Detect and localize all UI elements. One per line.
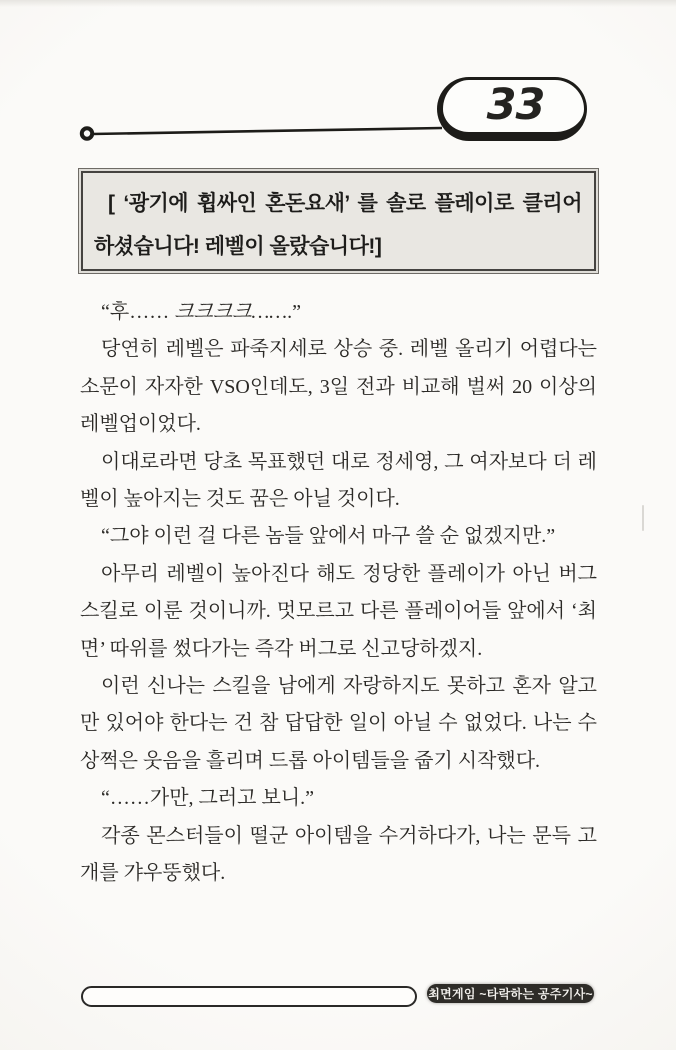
system-message-text: [ ‘광기에 휩싸인 혼돈요새’ 를 솔로 플레이로 클리어 하셨습니다! 레벨이 올랐습니다!] xyxy=(94,192,582,258)
header-rule-line xyxy=(92,128,442,134)
dialogue-post: .” xyxy=(287,301,301,323)
system-message-box-inner xyxy=(81,171,596,271)
system-message-box xyxy=(78,168,599,274)
series-title-badge xyxy=(427,984,594,1003)
paragraph-secret: 이런 신나는 스킬을 남에게 자랑하지도 못하고 혼자 알고만 있어야 한다는 건 참 답답한 일이 아닐 수 없었다. 나는 수상쩍은 웃음을 흘리며 드롭 아이템들을 줍기 시작했다. xyxy=(80,675,597,772)
paragraph-items: 각종 몬스터들이 떨군 아이템을 수거하다가, 나는 문득 고개를 갸우뚱했다. xyxy=(80,824,597,885)
paragraph-level-rise: 당연히 레벨은 파죽지세로 상승 중. 레벨 올리기 어렵다는 소문이 자자한 VSO인데도, 3일 전과 비교해 벌써 20 이상의 레벨업이었다. xyxy=(80,338,597,436)
novel-text xyxy=(80,294,597,893)
chapter-number-badge xyxy=(437,77,587,141)
dialogue-pre: “후…… xyxy=(101,301,175,323)
paragraph-goal: 이대로라면 당초 목표했던 대로 정세영, 그 여자보다 더 레벨이 높아지는 것도 꿈은 아닐 것이다. xyxy=(80,450,597,511)
header-line-end-ring xyxy=(82,128,92,138)
chapter-header xyxy=(0,0,676,160)
paragraph-dialogue-caution: “그야 이런 걸 다른 놈들 앞에서 마구 쓸 순 없겠지만.” xyxy=(101,525,556,548)
series-title-label: 최면게임 ~타락하는 공주기사~ xyxy=(428,987,593,1001)
footer-blank-pill xyxy=(81,986,417,1007)
scan-artifact-mark xyxy=(642,505,644,531)
dialogue-laugh-italic: 크크크크…… xyxy=(174,301,288,323)
page-footer xyxy=(0,980,676,1020)
paragraph-dialogue-laugh xyxy=(80,294,597,331)
chapter-number: 33 xyxy=(486,80,545,130)
chapter-line-decoration xyxy=(0,0,676,160)
paragraph-bug-skill: 아무리 레벨이 높아진다 해도 정당한 플레이가 아닌 버그 스킬로 이룬 것이니까. 멋모르고 다른 플레이어들 앞에서 ‘최면’ 따위를 썼다가는 즉각 버그로 신고당하겠지. xyxy=(80,562,597,660)
paragraph-dialogue-wait: “……가만, 그러고 보니.” xyxy=(101,787,314,810)
